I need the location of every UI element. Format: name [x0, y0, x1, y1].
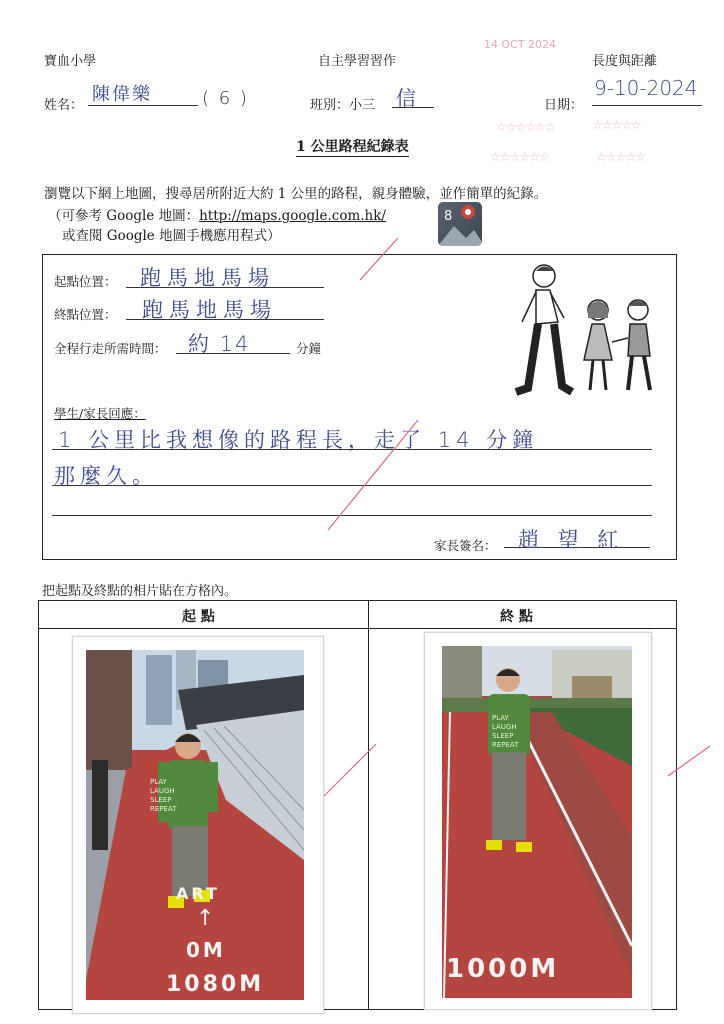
class-value: 信 [396, 86, 418, 110]
worksheet-title: 1 公里路程紀錄表 [296, 136, 409, 157]
start-label: 起點位置： [54, 274, 117, 289]
walking-family-illustration [500, 262, 670, 402]
date-stamp: 14 OCT 2024 [484, 38, 557, 51]
instruction-line-1: 瀏覽以下網上地圖，搜尋居所附近大約 1 公里的路程，親身體驗，並作簡單的紀錄。 [44, 186, 548, 202]
star-stamp: ☆☆☆☆☆ [596, 150, 645, 164]
time-value[interactable]: 約 14 [188, 332, 251, 356]
start-track-marking-1: ART [176, 884, 220, 903]
end-photo-header: 終 點 [500, 609, 533, 625]
star-stamp: ☆☆☆☆☆ [592, 118, 641, 132]
start-photo-header: 起 點 [182, 609, 215, 625]
student-name: 陳偉樂 [92, 84, 152, 105]
student-number: ( 6 ) [202, 88, 249, 109]
teacher-check-mark [300, 230, 420, 540]
teacher-check-mark [320, 740, 380, 800]
start-track-marking-3: 1080M [166, 972, 265, 997]
google-maps-link[interactable]: http://maps.google.com.hk/ [199, 208, 386, 224]
response-text-1[interactable]: 1 公里比我想像的路程長，走了 14 分鐘 [58, 428, 539, 452]
end-label: 終點位置： [54, 307, 117, 322]
star-stamp: ☆☆☆☆☆☆ [490, 150, 549, 164]
end-location[interactable]: 跑馬地馬場 [142, 298, 277, 322]
svg-text:8: 8 [444, 209, 453, 224]
school-name: 寶血小學 [44, 54, 97, 69]
date-label: 日期： [544, 98, 584, 113]
response-text-2[interactable]: 那麼久。 [54, 464, 158, 488]
arrow-up-icon: ↑ [196, 906, 215, 931]
photo-table-column-divider [368, 600, 369, 1010]
start-location[interactable]: 跑馬地馬場 [140, 266, 275, 290]
instruction-prefix: （可參考 Google 地圖： [48, 208, 200, 224]
instruction-line-2 [48, 204, 386, 224]
response-label: 學生/家長回應： [54, 406, 146, 421]
star-stamp: ☆☆☆☆☆☆ [496, 120, 555, 134]
photo-table-header-divider [38, 628, 677, 629]
name-label: 姓名： [44, 98, 84, 113]
time-unit: 分鐘 [296, 341, 322, 356]
parent-signature: 趙 望 紅 [518, 528, 625, 552]
end-photo [442, 646, 632, 998]
shirt-print: PLAY LAUGH SLEEP REPEAT [492, 714, 519, 749]
teacher-check-mark [664, 740, 714, 780]
date-value: 9-10-2024 [594, 76, 698, 100]
class-label: 班別：小三 [310, 98, 376, 113]
shirt-print: PLAY LAUGH SLEEP REPEAT [150, 778, 177, 813]
activity-title: 自主學習習作 [318, 54, 397, 69]
time-label: 全程行走所需時間： [54, 341, 167, 356]
start-track-marking-2: 0M [186, 938, 226, 962]
google-maps-icon [438, 202, 482, 246]
instruction-line-3: 或查閱 Google 地圖手機應用程式） [62, 228, 281, 244]
end-track-marking: 1000M [446, 954, 560, 984]
photo-instruction: 把起點及終點的相片貼在方格內。 [42, 584, 238, 599]
parent-sign-label: 家長簽名： [434, 538, 497, 553]
topic-title: 長度與距離 [592, 54, 658, 69]
